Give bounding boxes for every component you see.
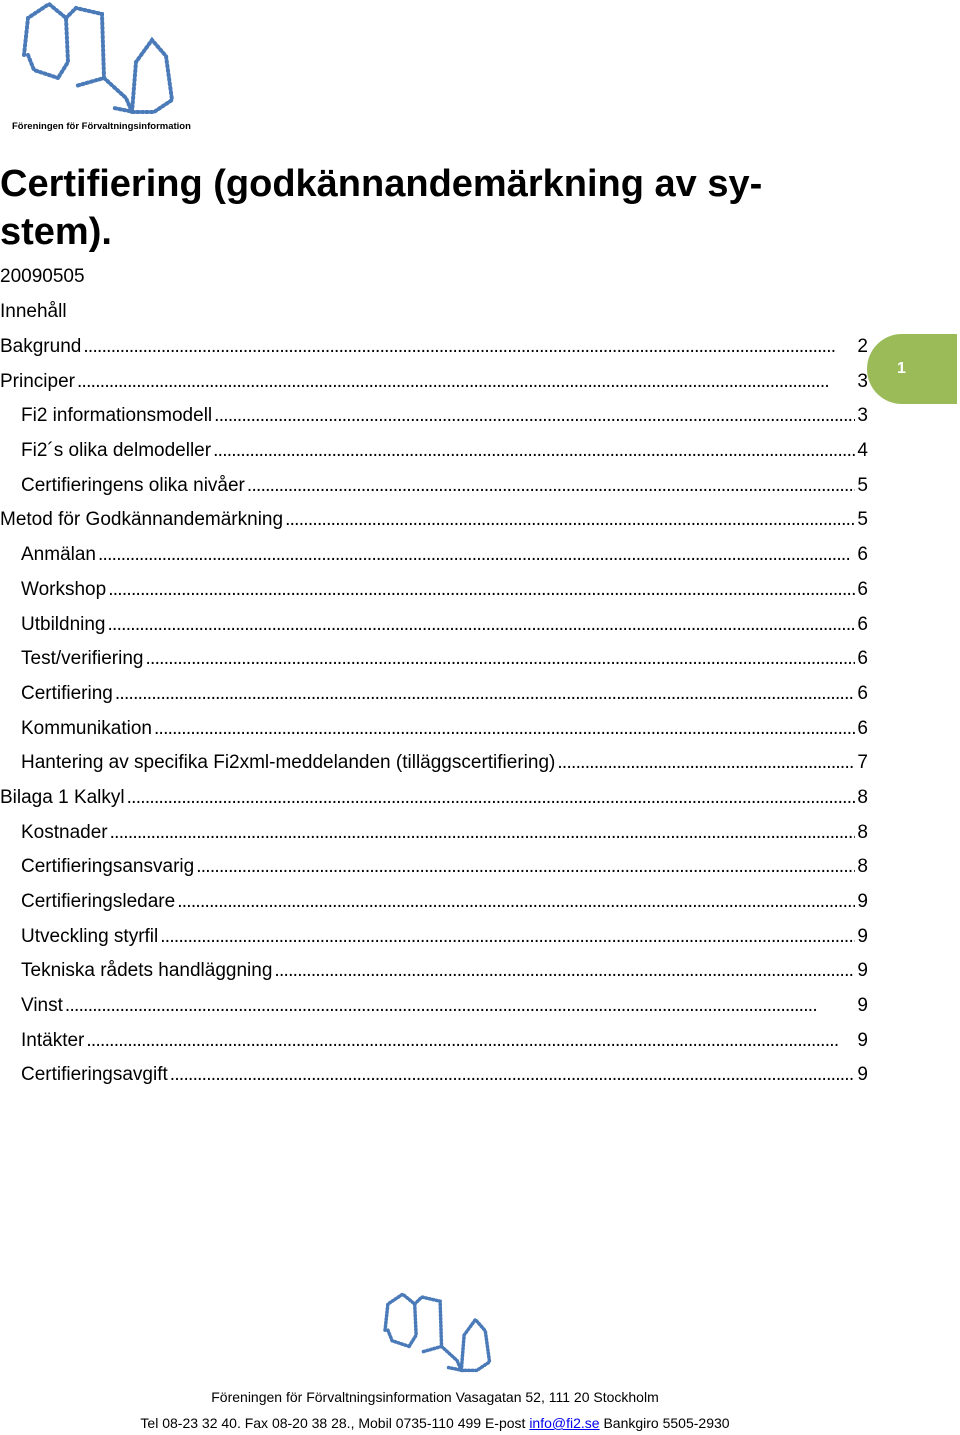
toc-entry-label: Test/verifiering [21, 648, 144, 670]
toc-entry[interactable] [0, 369, 868, 404]
footer-address: Föreningen för Förvaltningsinformation Vasagatan 52, 111 20 Stockholm [211, 1389, 659, 1405]
toc-entry[interactable] [0, 993, 868, 1028]
toc-entry-label: Utveckling styrfil [21, 925, 159, 947]
toc-entry-leader [127, 785, 856, 811]
toc-entry[interactable] [0, 334, 868, 369]
toc-entry-leader [160, 924, 855, 950]
toc-entry[interactable] [0, 1062, 868, 1097]
toc-entry[interactable] [0, 681, 868, 716]
toc-entry-label: Bakgrund [0, 336, 82, 357]
toc-entry[interactable] [0, 507, 868, 542]
logo-caption: Föreningen för Förvaltningsinformation [12, 121, 191, 132]
toc-entry-page: 9 [857, 1064, 868, 1086]
toc-entry-label: Anmälan [21, 544, 96, 566]
toc-entry-label: Intäkter [21, 1029, 85, 1051]
toc-entry-label: Certifieringens olika nivåer [21, 474, 245, 496]
toc-entry-label: Certifieringsledare [21, 891, 176, 912]
toc-entry-page: 9 [857, 960, 868, 982]
toc-entry-leader [247, 473, 856, 499]
toc-entry[interactable] [0, 750, 868, 785]
toc-entry-leader [274, 958, 855, 984]
toc-entry-page: 9 [857, 995, 868, 1017]
toc-entry-leader [108, 577, 855, 603]
toc-entry-leader [83, 334, 855, 360]
toc-entry-leader [557, 750, 855, 776]
toc-entry-page: 9 [857, 891, 868, 912]
toc-entry-label: Principer [0, 370, 75, 392]
table-of-contents [0, 334, 868, 1097]
toc-entry-label: Tekniska rådets handläggning [21, 960, 273, 982]
toc-entry-page: 9 [857, 1029, 868, 1051]
toc-entry-page: 2 [857, 336, 868, 357]
toc-entry-leader [98, 542, 855, 568]
toc-entry-label: Certifieringsansvarig [21, 856, 195, 878]
toc-entry-leader [86, 1028, 855, 1054]
page-number: 1 [897, 360, 906, 377]
toc-entry-label: Metod för Godkännandemärkning [0, 509, 284, 531]
toc-entry[interactable] [0, 716, 868, 751]
document-title [0, 160, 830, 256]
document-date: 20090505 [0, 266, 85, 287]
toc-entry-label: Certifiering [21, 682, 113, 704]
toc-entry[interactable] [0, 785, 868, 820]
toc-entry[interactable] [0, 958, 868, 993]
footer-logo [378, 1288, 498, 1383]
toc-entry-label: Vinst [21, 995, 63, 1017]
toc-entry-leader [177, 889, 855, 915]
toc-entry-leader [110, 820, 856, 846]
toc-entry[interactable] [0, 542, 868, 577]
toc-entry[interactable] [0, 889, 868, 924]
toc-entry[interactable] [0, 403, 868, 438]
toc-entry-page: 6 [857, 682, 868, 704]
toc-entry-page: 6 [857, 544, 868, 566]
toc-entry-page: 6 [857, 578, 868, 600]
toc-entry-page: 7 [857, 752, 868, 774]
toc-entry-leader [170, 1062, 856, 1088]
title-line-2: stem). [0, 211, 112, 253]
toc-entry-label: Bilaga 1 Kalkyl [0, 786, 125, 808]
toc-entry[interactable] [0, 577, 868, 612]
toc-entry-page: 6 [857, 717, 868, 739]
toc-entry-label: Utbildning [21, 613, 106, 635]
toc-entry-page: 4 [857, 440, 868, 462]
toc-entry-leader [285, 507, 855, 533]
toc-entry-leader [65, 993, 856, 1019]
toc-entry-label: Fi2´s olika delmodeller [21, 440, 212, 462]
toc-entry[interactable] [0, 438, 868, 473]
toc-entry-page: 6 [857, 648, 868, 670]
toc-entry-label: Kommunikation [21, 717, 152, 739]
houses-logo-icon [14, 0, 184, 118]
footer-contact [0, 1414, 870, 1432]
toc-entry-leader [214, 403, 855, 429]
toc-entry-label: Fi2 informationsmodell [21, 405, 213, 427]
footer-contact-suffix: Bankgiro 5505-2930 [599, 1415, 730, 1431]
toc-entry-page: 6 [857, 613, 868, 635]
toc-entry-label: Workshop [21, 578, 107, 600]
toc-entry-label: Certifieringsavgift [21, 1064, 168, 1086]
toc-entry-label: Kostnader [21, 821, 108, 843]
toc-entry[interactable] [0, 820, 868, 855]
title-line-1: Certifiering (godkännandemärkning av sy- [0, 163, 763, 205]
toc-entry[interactable] [0, 1028, 868, 1063]
toc-entry-page: 3 [857, 405, 868, 427]
toc-entry-leader [213, 438, 855, 464]
toc-entry[interactable] [0, 473, 868, 508]
toc-entry-label: Hantering av specifika Fi2xml-meddelanden (tilläggscertifiering) [21, 752, 556, 774]
toc-entry-page: 8 [857, 821, 868, 843]
toc-entry[interactable] [0, 646, 868, 681]
toc-entry-page: 5 [857, 509, 868, 531]
houses-logo-icon [378, 1288, 498, 1378]
toc-entry-page: 3 [857, 370, 868, 392]
toc-entry[interactable] [0, 612, 868, 647]
toc-entry-leader [196, 854, 855, 880]
toc-entry[interactable] [0, 854, 868, 889]
toc-entry-page: 9 [857, 925, 868, 947]
toc-entry-leader [77, 369, 855, 395]
toc-entry-page: 5 [857, 474, 868, 496]
toc-entry-page: 8 [857, 786, 868, 808]
toc-entry-page: 8 [857, 856, 868, 878]
org-logo [8, 0, 198, 140]
toc-heading: Innehåll [0, 301, 67, 322]
toc-entry[interactable] [0, 924, 868, 959]
footer-contact-prefix: Tel 08-23 32 40. Fax 08-20 38 28., Mobil 0735-110 499 E-post [140, 1415, 530, 1431]
footer-email-link[interactable]: info@fi2.se [529, 1415, 600, 1431]
page-number-badge [867, 334, 957, 404]
toc-entry-leader [146, 646, 856, 672]
toc-entry-leader [154, 716, 855, 742]
toc-entry-leader [108, 612, 856, 638]
toc-entry-leader [115, 681, 856, 707]
